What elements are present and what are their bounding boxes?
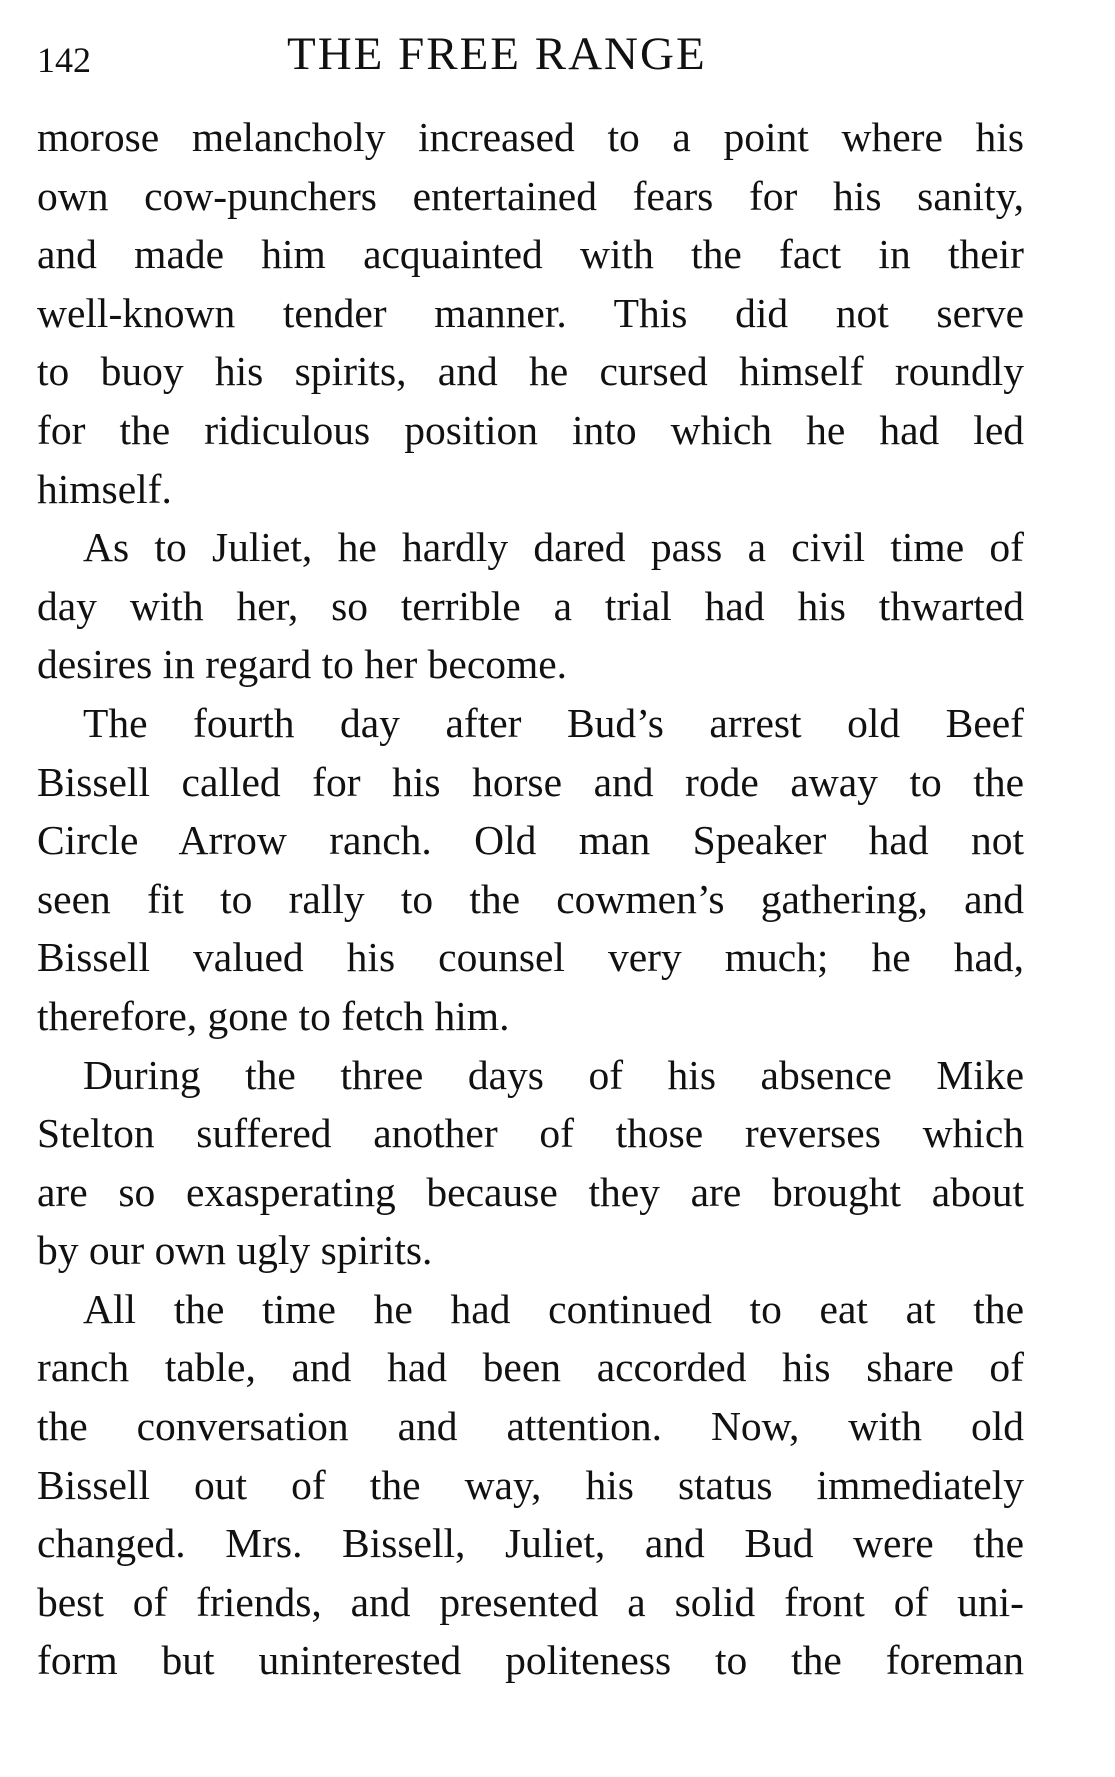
text-line: desires in regard to her become. <box>37 641 568 688</box>
text-line: changed. Mrs. Bissell, Juliet, and Bud were the <box>37 1520 1024 1567</box>
running-title: THE FREE RANGE <box>287 28 707 80</box>
body-text <box>37 108 1024 1690</box>
page-number: 142 <box>37 40 91 80</box>
text-line: Bissell out of the way, his status immediately <box>37 1461 1024 1508</box>
text-line: own cow-punchers entertained fears for his sanity, <box>37 172 1024 219</box>
text-line: by our own ugly spirits. <box>37 1227 433 1274</box>
text-line: The fourth day after Bud’s arrest old Beef <box>83 699 1024 746</box>
text-line: himself. <box>37 465 172 512</box>
text-line: Bissell called for his horse and rode away to the <box>37 758 1024 805</box>
text-line: All the time he had continued to eat at the <box>83 1285 1024 1332</box>
text-line: and made him acquainted with the fact in their <box>37 231 1024 278</box>
text-line: day with her, so terrible a trial had his thwarted <box>37 582 1024 629</box>
text-line: Stelton suffered another of those reverses which <box>37 1110 1024 1157</box>
text-line: the conversation and attention. Now, with old <box>37 1403 1024 1450</box>
text-line: During the three days of his absence Mike <box>83 1051 1024 1098</box>
text-line: Bissell valued his counsel very much; he had, <box>37 934 1024 981</box>
text-line: best of friends, and presented a solid front of uni- <box>37 1578 1024 1625</box>
text-line: morose melancholy increased to a point where his <box>37 114 1024 160</box>
text-line: well-known tender manner. This did not serve <box>37 289 1024 336</box>
text-line: form but uninterested politeness to the foreman <box>37 1637 1024 1684</box>
text-line: therefore, gone to fetch him. <box>37 992 510 1039</box>
text-line: ranch table, and had been accorded his share of <box>37 1344 1024 1391</box>
book-page <box>37 28 1024 1690</box>
text-line: As to Juliet, he hardly dared pass a civil time of <box>83 524 1024 571</box>
text-line: are so exasperating because they are brought about <box>37 1168 1024 1215</box>
running-head <box>37 28 1024 92</box>
text-line: for the ridiculous position into which he had led <box>37 406 1024 453</box>
text-line: seen fit to rally to the cowmen’s gathering, and <box>37 875 1024 922</box>
text-line: to buoy his spirits, and he cursed himself roundly <box>37 348 1024 395</box>
text-line: Circle Arrow ranch. Old man Speaker had not <box>37 817 1024 864</box>
